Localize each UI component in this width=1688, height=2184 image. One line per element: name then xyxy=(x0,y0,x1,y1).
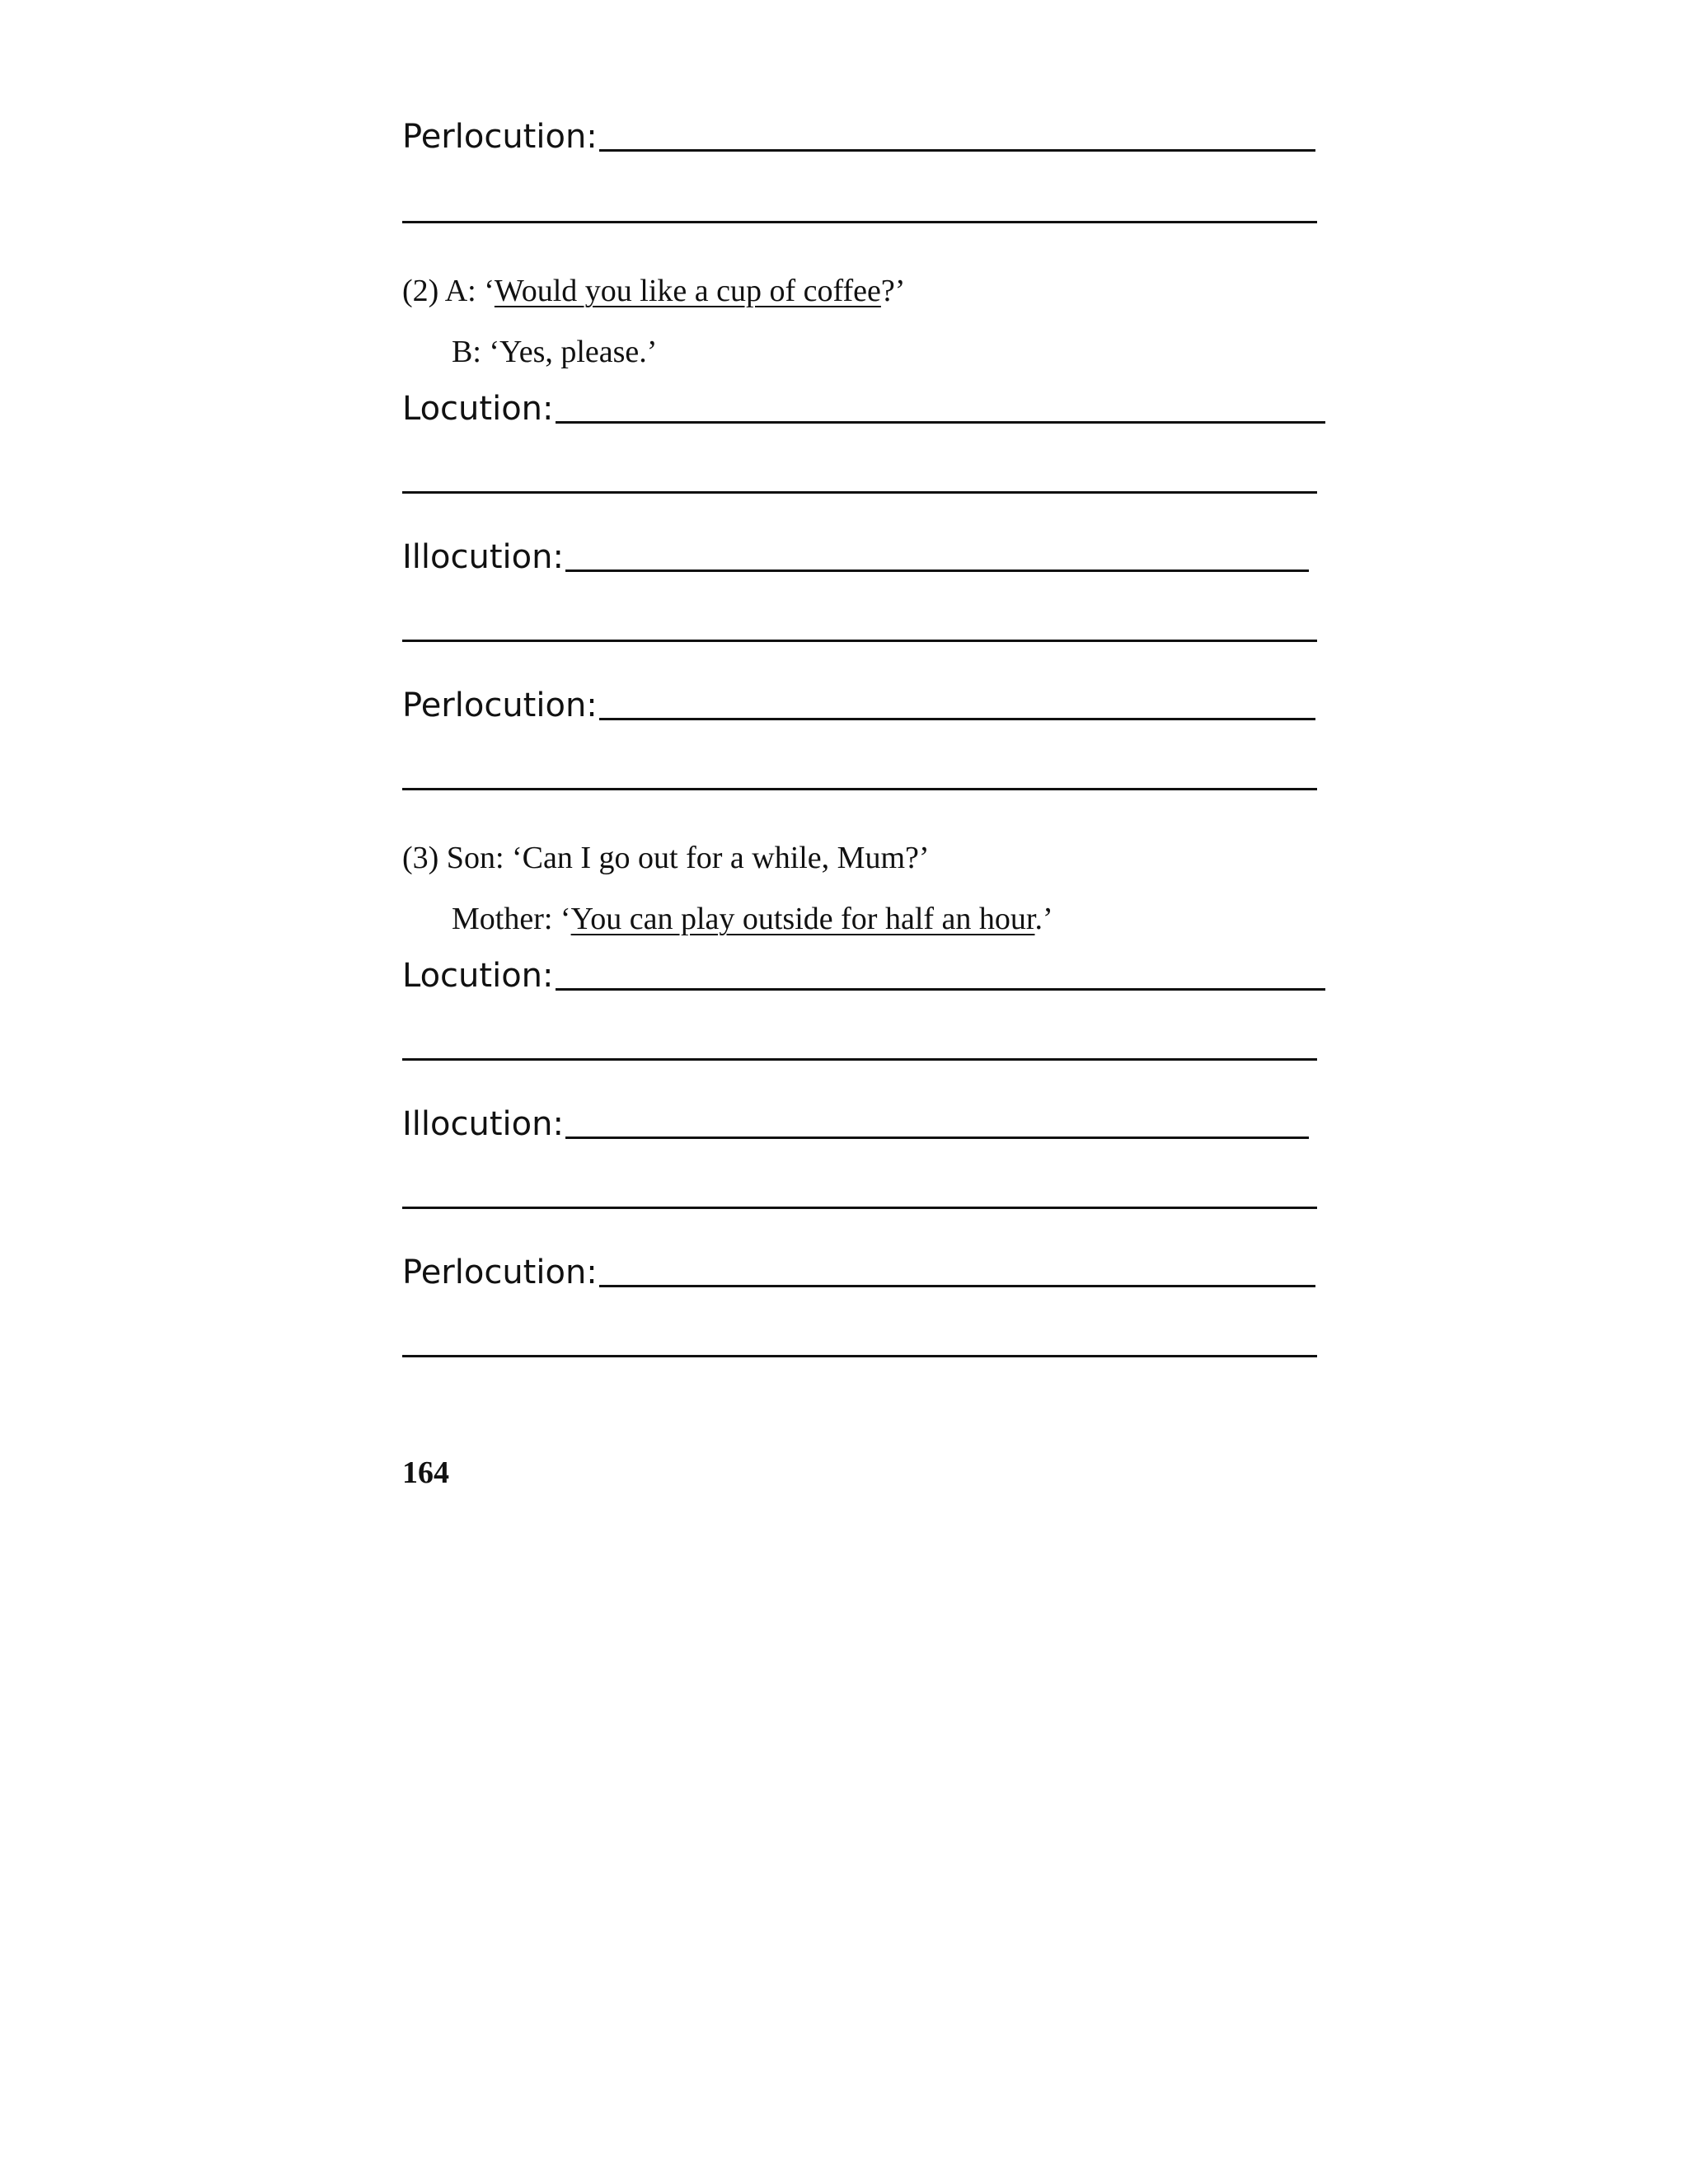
answer-line[interactable] xyxy=(402,221,1317,223)
answer-blank[interactable] xyxy=(599,1285,1315,1287)
question-3-line-son xyxy=(402,842,930,874)
perlocution-label: Perlocution: xyxy=(402,687,598,724)
locution-label: Locution: xyxy=(402,957,554,995)
answer-blank[interactable] xyxy=(565,569,1309,572)
answer-line[interactable] xyxy=(402,1207,1317,1209)
answer-blank[interactable] xyxy=(599,718,1315,720)
line-prefix: Mother: ‘ xyxy=(452,902,571,936)
line-suffix: .’ xyxy=(1034,902,1053,936)
locution-label: Locution: xyxy=(402,390,554,428)
locution-field-3[interactable] xyxy=(402,959,1325,994)
perlocution-field-3[interactable] xyxy=(402,1256,1315,1291)
line-suffix: ?’ xyxy=(880,274,906,308)
perlocution-field-2[interactable] xyxy=(402,689,1315,724)
answer-line[interactable] xyxy=(402,640,1317,642)
answer-blank[interactable] xyxy=(556,988,1326,991)
illocution-field-3[interactable] xyxy=(402,1105,1309,1143)
question-2-line-b xyxy=(452,336,657,368)
illocution-label: Illocution: xyxy=(402,1105,564,1143)
answer-line[interactable] xyxy=(402,491,1317,494)
perlocution-label: Perlocution: xyxy=(402,118,598,156)
perlocution-label: Perlocution: xyxy=(402,1254,598,1291)
underlined-utterance: You can play outside for half an hour xyxy=(570,902,1035,936)
locution-field-2[interactable] xyxy=(402,392,1325,427)
answer-blank[interactable] xyxy=(556,421,1326,424)
answer-line[interactable] xyxy=(402,1355,1317,1357)
answer-line[interactable] xyxy=(402,788,1317,790)
answer-blank[interactable] xyxy=(599,149,1315,152)
underlined-utterance: Would you like a cup of coffee xyxy=(494,274,881,308)
perlocution-field-1[interactable] xyxy=(402,120,1315,155)
question-3-line-mother xyxy=(452,903,1053,935)
line-text: (3) Son: ‘Can I go out for a while, Mum?’ xyxy=(402,841,930,875)
line-text: B: ‘Yes, please.’ xyxy=(452,335,658,369)
answer-blank[interactable] xyxy=(565,1137,1309,1139)
page-number: 164 xyxy=(402,1455,449,1490)
illocution-field-2[interactable] xyxy=(402,538,1309,576)
illocution-label: Illocution: xyxy=(402,538,564,576)
answer-line[interactable] xyxy=(402,1058,1317,1061)
line-prefix: (2) A: ‘ xyxy=(402,274,495,308)
question-2-line-a xyxy=(402,275,905,307)
